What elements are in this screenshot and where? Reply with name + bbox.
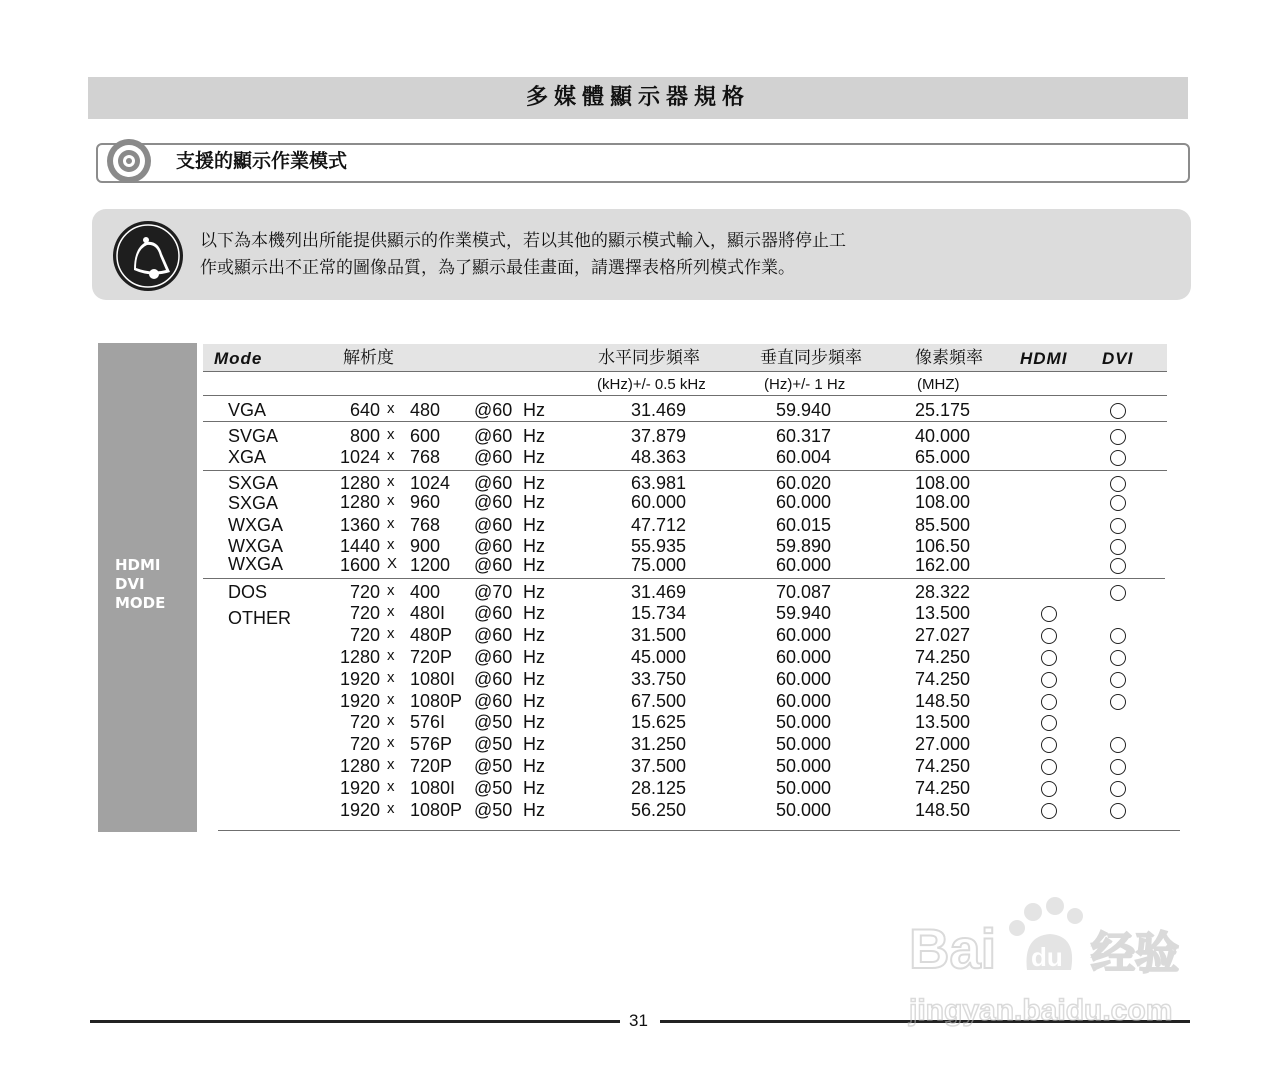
row-hfreq: 47.712 — [631, 515, 687, 535]
row-hz: Hz — [523, 734, 545, 754]
row-rate: @60 — [474, 647, 513, 667]
row-vfreq: 50.000 — [776, 712, 832, 732]
row-width: 720 — [349, 734, 380, 754]
row-pixel: 27.000 — [915, 734, 971, 754]
row-pixel: 74.250 — [915, 669, 971, 689]
row-hz: Hz — [523, 536, 545, 556]
row-height: 1080P — [410, 691, 463, 711]
row-pixel: 108.00 — [915, 473, 971, 493]
row-hz: Hz — [523, 473, 545, 493]
row-rate: @50 — [474, 712, 513, 732]
row-times: x — [387, 734, 395, 751]
row-times: x — [387, 447, 395, 464]
footer-rule — [90, 1020, 620, 1023]
dvi-supported-mark — [1110, 539, 1126, 555]
row-height: 400 — [410, 582, 441, 602]
col-header-vfreq: 垂直同步頻率 — [760, 348, 862, 367]
row-width: 1280 — [339, 473, 380, 493]
row-mode: DOS — [228, 582, 268, 602]
row-vfreq: 50.000 — [776, 778, 832, 798]
row-times: x — [387, 400, 395, 417]
row-mode: WXGA — [228, 515, 284, 535]
row-hz: Hz — [523, 515, 545, 535]
row-hz: Hz — [523, 647, 545, 667]
row-rate: @60 — [474, 515, 513, 535]
row-width: 720 — [349, 712, 380, 732]
row-pixel: 74.250 — [915, 778, 971, 798]
row-vfreq: 60.000 — [776, 555, 832, 575]
row-vfreq: 50.000 — [776, 756, 832, 776]
row-width: 1280 — [339, 647, 380, 667]
hdmi-supported-mark — [1041, 650, 1057, 666]
row-hz: Hz — [523, 712, 545, 732]
row-times: x — [387, 536, 395, 553]
hdmi-supported-mark — [1041, 694, 1057, 710]
row-width: 1280 — [339, 756, 380, 776]
col-header-pixel: 像素頻率 — [915, 348, 983, 367]
dvi-supported-mark — [1110, 476, 1126, 492]
row-hz: Hz — [523, 691, 545, 711]
side-label-line: DVI — [115, 575, 145, 593]
row-hz: Hz — [523, 447, 545, 467]
row-mode: SXGA — [228, 473, 279, 493]
row-pixel: 40.000 — [915, 426, 971, 446]
row-pixel: 65.000 — [915, 447, 971, 467]
row-width: 1920 — [339, 691, 380, 711]
divider — [203, 578, 1165, 579]
row-height: 720P — [410, 647, 453, 667]
dvi-supported-mark — [1110, 495, 1126, 511]
row-height: 1080P — [410, 800, 463, 820]
row-width: 1360 — [339, 515, 380, 535]
row-height: 720P — [410, 756, 453, 776]
row-height: 576P — [410, 734, 453, 754]
row-height: 576I — [410, 712, 446, 732]
dvi-supported-mark — [1110, 672, 1126, 688]
row-times: x — [387, 669, 395, 686]
row-hfreq: 37.879 — [631, 426, 687, 446]
row-hfreq: 31.469 — [631, 400, 687, 420]
hdmi-supported-mark — [1041, 672, 1057, 688]
row-vfreq: 50.000 — [776, 800, 832, 820]
row-width: 640 — [349, 400, 380, 420]
row-height: 600 — [410, 426, 441, 446]
row-vfreq: 59.940 — [776, 603, 832, 623]
row-hfreq: 55.935 — [631, 536, 687, 556]
row-hfreq: 15.625 — [631, 712, 687, 732]
divider — [203, 470, 1167, 471]
row-width: 1600 — [339, 555, 380, 575]
row-hz: Hz — [523, 492, 545, 512]
dvi-supported-mark — [1110, 737, 1126, 753]
row-times: x — [387, 756, 395, 773]
row-height: 1200 — [410, 555, 451, 575]
row-pixel: 74.250 — [915, 647, 971, 667]
divider — [203, 395, 1167, 396]
row-hz: Hz — [523, 582, 545, 602]
row-height: 480 — [410, 400, 441, 420]
row-rate: @60 — [474, 447, 513, 467]
col-header-dvi: DVI — [1102, 349, 1134, 368]
row-times: x — [387, 492, 395, 509]
row-pixel: 85.500 — [915, 515, 971, 535]
row-vfreq: 60.000 — [776, 492, 832, 512]
row-mode: XGA — [228, 447, 267, 467]
row-hz: Hz — [523, 426, 545, 446]
col-header-mode: Mode — [214, 349, 263, 368]
row-hfreq: 67.500 — [631, 691, 687, 711]
row-pixel: 162.00 — [915, 555, 971, 575]
row-width: 1920 — [339, 669, 380, 689]
dvi-supported-mark — [1110, 650, 1126, 666]
row-height: 1080I — [410, 669, 456, 689]
hdmi-supported-mark — [1041, 715, 1057, 731]
row-hfreq: 31.469 — [631, 582, 687, 602]
row-rate: @60 — [474, 625, 513, 645]
row-pixel: 106.50 — [915, 536, 971, 556]
row-vfreq: 60.000 — [776, 669, 832, 689]
hdmi-supported-mark — [1041, 781, 1057, 797]
row-width: 720 — [349, 582, 380, 602]
hdmi-supported-mark — [1041, 803, 1057, 819]
row-height: 768 — [410, 515, 441, 535]
row-pixel: 13.500 — [915, 712, 971, 732]
row-hz: Hz — [523, 669, 545, 689]
unit-hfreq: (kHz)+/- 0.5 kHz — [597, 376, 706, 393]
row-height: 480I — [410, 603, 446, 623]
divider — [203, 371, 1167, 372]
row-hz: Hz — [523, 555, 545, 575]
row-mode: SXGA — [228, 493, 279, 513]
row-hfreq: 31.250 — [631, 734, 687, 754]
row-hz: Hz — [523, 800, 545, 820]
hdmi-supported-mark — [1041, 606, 1057, 622]
dvi-supported-mark — [1110, 403, 1126, 419]
row-width: 1920 — [339, 800, 380, 820]
col-header-hfreq: 水平同步頻率 — [598, 348, 700, 367]
divider — [218, 830, 1180, 831]
row-vfreq: 59.940 — [776, 400, 832, 420]
note-line: 作或顯示出不正常的圖像品質，為了顯示最佳畫面，請選擇表格所列模式作業。 — [200, 258, 795, 278]
row-width: 1920 — [339, 778, 380, 798]
row-rate: @50 — [474, 800, 513, 820]
row-hz: Hz — [523, 603, 545, 623]
dvi-supported-mark — [1110, 803, 1126, 819]
row-mode: VGA — [228, 400, 267, 420]
row-width: 1024 — [339, 447, 380, 467]
row-mode: SVGA — [228, 426, 279, 446]
unit-pixel: (MHZ) — [917, 376, 960, 393]
row-times: X — [387, 555, 398, 572]
row-hfreq: 60.000 — [631, 492, 687, 512]
row-rate: @50 — [474, 734, 513, 754]
row-times: x — [387, 582, 395, 599]
dvi-supported-mark — [1110, 781, 1126, 797]
col-header-hdmi: HDMI — [1020, 349, 1068, 368]
row-hfreq: 45.000 — [631, 647, 687, 667]
row-vfreq: 60.000 — [776, 691, 832, 711]
row-height: 1024 — [410, 473, 451, 493]
dvi-supported-mark — [1110, 429, 1126, 445]
side-label-line: HDMI — [115, 556, 161, 574]
side-label-line: MODE — [115, 594, 166, 612]
hdmi-supported-mark — [1041, 628, 1057, 644]
row-vfreq: 60.317 — [776, 426, 832, 446]
row-hfreq: 56.250 — [631, 800, 687, 820]
divider — [203, 421, 1167, 422]
row-mode: WXGA — [228, 554, 284, 574]
row-times: x — [387, 625, 395, 642]
row-height: 960 — [410, 492, 441, 512]
row-times: x — [387, 778, 395, 795]
dvi-supported-mark — [1110, 585, 1126, 601]
dvi-supported-mark — [1110, 450, 1126, 466]
row-pixel: 28.322 — [915, 582, 971, 602]
row-times: x — [387, 800, 395, 817]
row-vfreq: 60.004 — [776, 447, 832, 467]
row-width: 800 — [349, 426, 380, 446]
row-pixel: 108.00 — [915, 492, 971, 512]
row-hz: Hz — [523, 756, 545, 776]
row-hz: Hz — [523, 778, 545, 798]
row-pixel: 74.250 — [915, 756, 971, 776]
row-rate: @60 — [474, 492, 513, 512]
row-hfreq: 28.125 — [631, 778, 687, 798]
dvi-supported-mark — [1110, 558, 1126, 574]
row-hfreq: 33.750 — [631, 669, 687, 689]
row-vfreq: 60.015 — [776, 515, 832, 535]
baidu-watermark-logo — [905, 892, 1205, 1032]
row-pixel: 13.500 — [915, 603, 971, 623]
row-vfreq: 60.020 — [776, 473, 832, 493]
row-width: 720 — [349, 625, 380, 645]
row-rate: @50 — [474, 756, 513, 776]
row-rate: @60 — [474, 669, 513, 689]
row-hz: Hz — [523, 400, 545, 420]
row-vfreq: 60.000 — [776, 625, 832, 645]
svg-text:du: du — [1031, 942, 1063, 972]
hdmi-supported-mark — [1041, 759, 1057, 775]
row-vfreq: 60.000 — [776, 647, 832, 667]
row-rate: @60 — [474, 536, 513, 556]
row-times: x — [387, 426, 395, 443]
row-height: 768 — [410, 447, 441, 467]
row-rate: @60 — [474, 426, 513, 446]
row-times: x — [387, 515, 395, 532]
row-height: 480P — [410, 625, 453, 645]
row-hfreq: 31.500 — [631, 625, 687, 645]
row-rate: @60 — [474, 555, 513, 575]
row-mode: WXGA — [228, 536, 284, 556]
row-times: x — [387, 647, 395, 664]
page-title: 多媒體顯示器規格 — [88, 77, 1188, 119]
section-title: 支援的顯示作業模式 — [176, 150, 348, 172]
row-times: x — [387, 473, 395, 490]
row-times: x — [387, 691, 395, 708]
note-line: 以下為本機列出所能提供顯示的作業模式，若以其他的顯示模式輸入，顯示器將停止工 — [200, 231, 846, 251]
row-height: 900 — [410, 536, 441, 556]
row-times: x — [387, 603, 395, 620]
row-vfreq: 70.087 — [776, 582, 832, 602]
row-width: 720 — [349, 603, 380, 623]
row-hfreq: 75.000 — [631, 555, 687, 575]
dvi-supported-mark — [1110, 694, 1126, 710]
row-hfreq: 48.363 — [631, 447, 687, 467]
row-hz: Hz — [523, 625, 545, 645]
row-vfreq: 59.890 — [776, 536, 832, 556]
row-pixel: 148.50 — [915, 691, 971, 711]
row-pixel: 27.027 — [915, 625, 971, 645]
dvi-supported-mark — [1110, 628, 1126, 644]
row-vfreq: 50.000 — [776, 734, 832, 754]
dvi-supported-mark — [1110, 759, 1126, 775]
row-hfreq: 63.981 — [631, 473, 687, 493]
row-width: 1440 — [339, 536, 380, 556]
svg-text:Bai: Bai — [909, 917, 997, 980]
row-rate: @50 — [474, 778, 513, 798]
row-rate: @60 — [474, 400, 513, 420]
row-rate: @60 — [474, 603, 513, 623]
row-hfreq: 15.734 — [631, 603, 687, 623]
dvi-supported-mark — [1110, 518, 1126, 534]
unit-vfreq: (Hz)+/- 1 Hz — [764, 376, 846, 393]
row-height: 1080I — [410, 778, 456, 798]
row-hfreq: 37.500 — [631, 756, 687, 776]
col-header-resolution: 解析度 — [343, 348, 394, 367]
page-number: 31 — [629, 1011, 648, 1030]
svg-text:jingyan.baidu.com: jingyan.baidu.com — [909, 994, 1173, 1027]
row-times: x — [387, 712, 395, 729]
row-rate: @60 — [474, 691, 513, 711]
row-width: 1280 — [339, 492, 380, 512]
row-rate: @60 — [474, 473, 513, 493]
hdmi-supported-mark — [1041, 737, 1057, 753]
row-pixel: 25.175 — [915, 400, 971, 420]
row-mode: OTHER — [228, 608, 291, 628]
svg-text:经验: 经验 — [1091, 928, 1179, 979]
row-rate: @70 — [474, 582, 513, 602]
row-pixel: 148.50 — [915, 800, 971, 820]
